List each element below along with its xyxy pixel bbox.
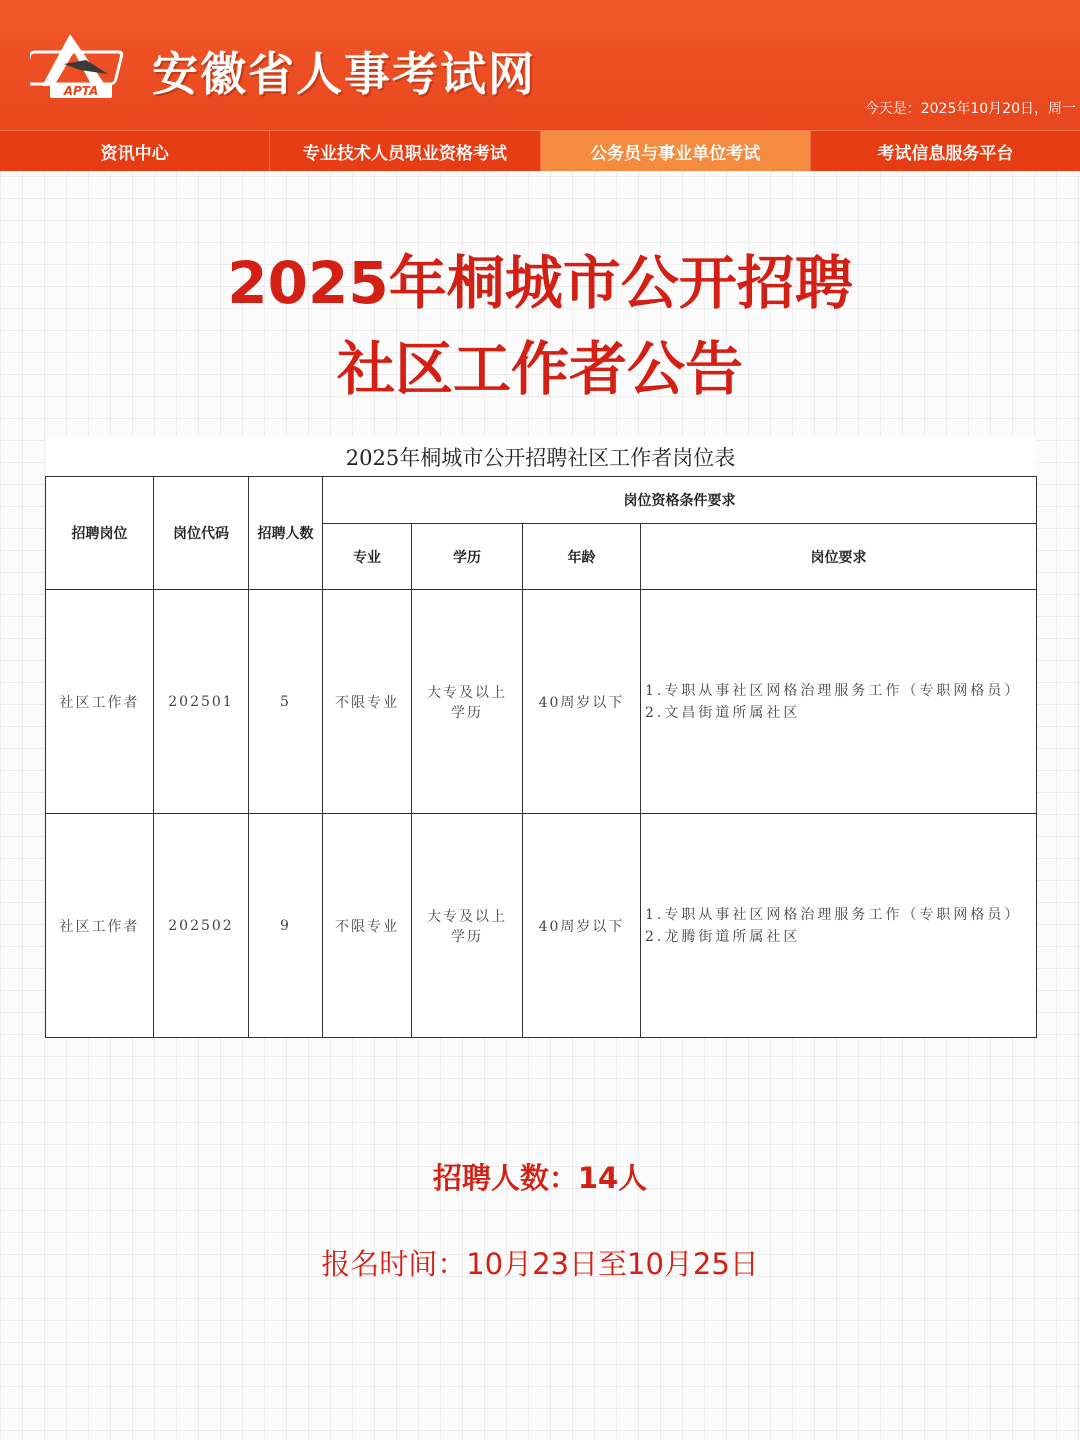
requirement-line1: 1.专职从事社区网格治理服务工作（专职网格员）	[645, 682, 1022, 699]
header-code: 岗位代码	[154, 477, 249, 590]
cell-count: 9	[249, 814, 323, 1038]
education-line1: 大专及以上	[427, 908, 507, 925]
announcement-title-line1: 2025年桐城市公开招聘	[227, 249, 853, 317]
table-caption: 2025年桐城市公开招聘社区工作者岗位表	[345, 446, 736, 470]
logo-text: APTA	[63, 84, 99, 98]
positions-table-card	[45, 436, 1036, 1038]
nav-item-professional-qualification[interactable]: 专业技术人员职业资格考试	[270, 131, 540, 171]
cell-major: 不限专业	[323, 814, 412, 1038]
cell-requirements	[641, 590, 1037, 814]
requirement-line2: 2.龙腾街道所属社区	[645, 928, 801, 945]
cell-code: 202502	[154, 814, 249, 1038]
total-hiring-count: 招聘人数：14人	[432, 1161, 648, 1195]
cell-count: 5	[249, 590, 323, 814]
education-line2: 学历	[451, 928, 483, 945]
header-requirements: 岗位要求	[641, 524, 1037, 590]
header-major: 专业	[323, 524, 412, 590]
header-position: 招聘岗位	[46, 477, 154, 590]
table-row	[46, 814, 1037, 1038]
cell-education	[412, 590, 523, 814]
site-title[interactable]: 安徽省人事考试网	[152, 47, 536, 101]
header-age: 年龄	[523, 524, 641, 590]
site-header	[0, 0, 1080, 130]
cell-age: 40周岁以下	[523, 590, 641, 814]
cell-age: 40周岁以下	[523, 814, 641, 1038]
announcement-title	[0, 240, 1080, 412]
announcement-title-line2: 社区工作者公告	[336, 335, 743, 403]
positions-table	[45, 476, 1037, 1038]
nav-item-news[interactable]: 资讯中心	[0, 131, 270, 171]
apta-logo[interactable]	[30, 30, 134, 102]
cell-code: 202501	[154, 590, 249, 814]
cell-position: 社区工作者	[46, 590, 154, 814]
cell-position: 社区工作者	[46, 814, 154, 1038]
requirement-line2: 2.文昌街道所属社区	[645, 704, 801, 721]
cell-major: 不限专业	[323, 590, 412, 814]
registration-period: 报名时间：10月23日至10月25日	[321, 1247, 759, 1281]
today-date: 今天是：2025年10月20日，周一	[864, 101, 1076, 117]
nav-item-civil-service[interactable]: 公务员与事业单位考试	[541, 131, 811, 171]
cell-requirements	[641, 814, 1037, 1038]
education-line2: 学历	[451, 704, 483, 721]
main-nav	[0, 130, 1080, 171]
header-qualification-group: 岗位资格条件要求	[323, 477, 1037, 524]
nav-item-exam-service-platform[interactable]: 考试信息服务平台	[877, 143, 1014, 164]
requirement-line1: 1.专职从事社区网格治理服务工作（专职网格员）	[645, 906, 1022, 923]
header-education: 学历	[412, 524, 523, 590]
education-line1: 大专及以上	[427, 684, 507, 701]
table-row	[46, 590, 1037, 814]
cell-education	[412, 814, 523, 1038]
header-count: 招聘人数	[249, 477, 323, 590]
